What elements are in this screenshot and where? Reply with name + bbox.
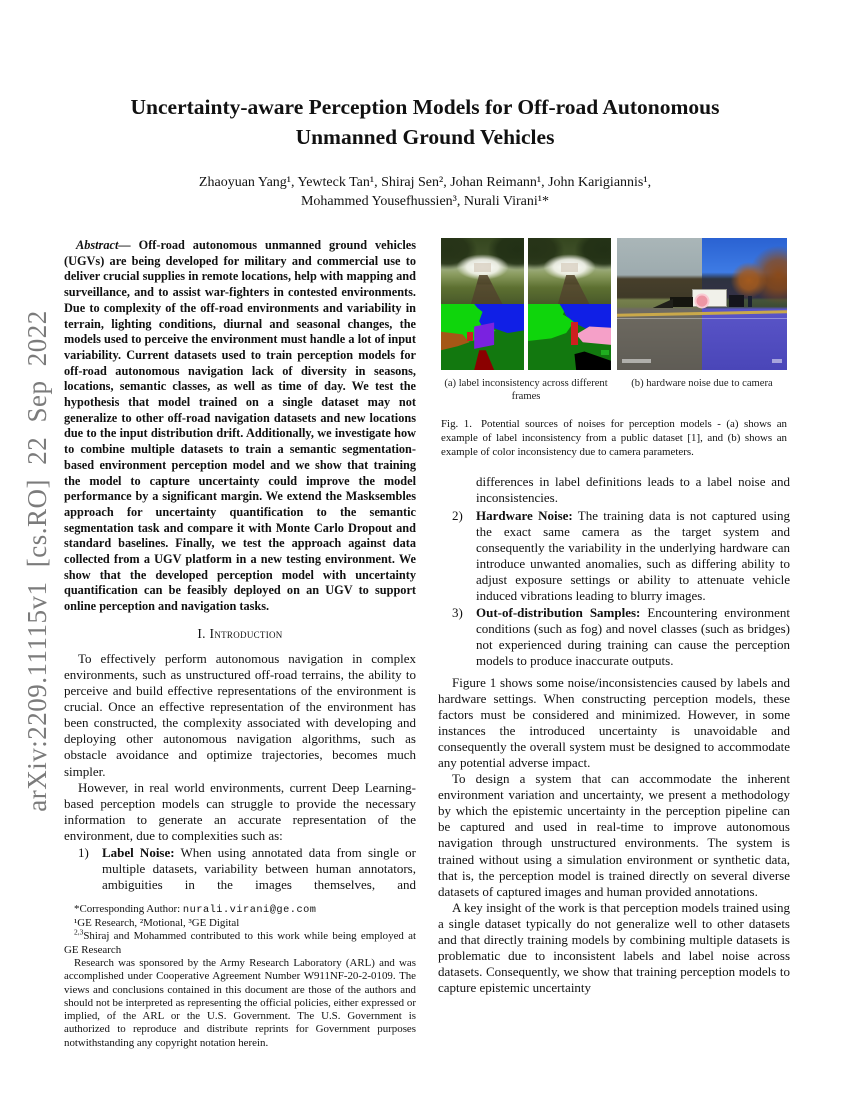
author-block [0, 173, 850, 211]
list-item-3-number: 3) [452, 605, 463, 621]
truck-silhouette [670, 297, 694, 306]
vehicle-silhouette [729, 295, 744, 307]
paper-title: Uncertainty-aware Perception Models for Off-road Autonomous Unmanned Ground Vehicles [130, 95, 720, 149]
list-item-1-lead: Label Noise: [102, 845, 175, 860]
list-item-3 [452, 605, 790, 669]
seg2-object-region [571, 322, 578, 344]
footnotes [64, 903, 416, 1050]
subfigure-a [441, 238, 611, 370]
footnote-contribution [64, 927, 416, 957]
footnote-funding: Research was sponsored by the Army Research Laboratory (ARL) and was accomplished under Cooperative Agreement Number W911NF-20-2-0109. The views and conclusions contained in this document are those of the authors and should not be interpreted as representing the official policies, either expressed or implied, of the ARL or the U.S. Government. The U.S. Government is authorized to reproduce and distribute reprints for Government purposes notwithstanding any copyright notation herein. [64, 956, 416, 1049]
section-heading-introduction: I. Introduction [197, 625, 283, 641]
intro-paragraph-1: To effectively perform autonomous navigation in complex environments, such as unstructured off-road terrains, the ability to perceive and build effective representations of the environment is crucial. Once an effective representation of the environment has been constructed, the complexity associated with developing and deploying other autonomous navigation algorithms, such as obstacle avoidance and optimize trajectories, becomes much simpler. [64, 650, 416, 779]
subcaption-b: (b) hardware noise due to camera [631, 378, 773, 389]
intro-paragraph-4: To design a system that can accommodate the inherent environment variation and uncertainty, we present a methodology by which the epistemic uncertainty in the perception pipeline can be captured and used in real-time to improve autonomous navigation through unstructured environments. The system is trained without using a simulation environment or synthetic data, that is, the perception model is trained directly on several diverse datasets of captured images and human provided annotations. [438, 771, 790, 899]
footnote-contribution-text: Shiraj and Mohammed contributed to this work while being employed at GE Research [64, 930, 416, 956]
segmentation-map-frame-1 [441, 304, 524, 370]
abstract [64, 238, 416, 615]
arxiv-watermark [22, 280, 53, 842]
road-edge-line [617, 318, 787, 319]
list-item-2-lead: Hardware Noise: [476, 507, 573, 523]
subfigure-b [617, 238, 787, 370]
author-line-1: Zhaoyuan Yang¹, Yewteck Tan¹, Shiraj Sen², Johan Reimann¹, John Karigiannis¹, [198, 175, 652, 190]
road-photo-split-tone [617, 238, 787, 370]
figure-1-images [441, 238, 787, 370]
trail-photo-frame-2 [528, 238, 611, 304]
list-item-1-continuation: differences in label definitions leads to a label noise and inconsistencies. [476, 474, 790, 506]
photo-watermark-right [772, 359, 782, 363]
corresponding-author-email: nurali.virani@ge.com [182, 903, 317, 916]
subcaption-a: (a) label inconsistency across different frames [444, 378, 608, 402]
list-item-1 [78, 845, 416, 893]
author-line-2: Mohammed Yousefhussien³, Nurali Virani¹* [300, 194, 549, 209]
list-item-2-text: The training data is not captured using the exact same camera as the target system and consequently the variability in the underlying hardware can introduce unwanted anomalies, such as differing ability to adjust exposure settings or ability to attenuate vehicle induced vibrations leading to blurry images. [476, 507, 790, 604]
photo-watermark-left [622, 359, 651, 363]
intro-paragraph-5: A key insight of the work is that perception models trained using a single dataset typically do not generalize well to other datasets and that directly training models by combining multiple datasets is problematic due to inconsistent labels and label noise across datasets. Consequently, we show that training perception models to capture epistemic uncertainty [438, 899, 790, 996]
footnote-contribution-sup: 2,3 [74, 927, 84, 937]
abstract-text: Off-road autonomous unmanned ground vehicles (UGVs) are being developed for military and commercial use to deliver crucial supplies in remote locations, help with mapping and surveillance, and to assist war-fighters in contested environments. Due to complexity of the off-road environments and variability in terrain, lighting conditions, diurnal and seasonal changes, the models used to perceive the environment must handle a lot of input variability. Current datasets used to train perception models for off-road autonomous navigation lack of diversity in seasons, locations, semantic classes, as well as time of day. We test the hypothesis that model trained on a single dataset may not generalize to other off-road navigation datasets and new locations due to the input distribution drift. Additionally, we investigate how to combine multiple datasets to train a semantic segmentation-based environment perception model and we show that training the model to capture uncertainty could improve the model performance by a significant margin. We extend the Masksembles approach for uncertainty quantification to the semantic segmentation task and compare it with Monte Carlo Dropout and standard baselines. Finally, we test the approach against data collected from a UGV platform in a new testing environment. We show that the developed perception model with uncertainty quantification can be feasibly deployed on an UGV to support online perception and navigation tasks. [64, 238, 416, 614]
list-item-2 [452, 507, 790, 605]
list-item-1-number: 1) [78, 845, 89, 860]
trail-photo-frame-1 [441, 238, 524, 304]
seg2-small-region [601, 350, 609, 355]
right-column [438, 238, 790, 1050]
footnote-affiliations: ¹GE Research, ²Motional, ³GE Digital [74, 917, 240, 930]
figure-1-caption [441, 418, 787, 459]
footnote-corresponding-author [64, 903, 416, 917]
list-item-1-text: When using annotated data from single or multiple datasets, variability between human annotators, ambiguities in the images themselves, and [102, 845, 416, 893]
figure-1-subcaptions [441, 377, 787, 403]
intro-paragraph-3: Figure 1 shows some noise/inconsistencies caused by labels and hardware settings. When constructing perception models, these factors must be considered and minimized. However, in some instances the introduced uncertainty is unavoidable and consequently the overall system must be designed to accommodate any potential adverse impact. [438, 674, 790, 770]
abstract-label: Abstract— [76, 238, 131, 252]
list-item-3-lead: Out-of-distribution Samples: [476, 605, 641, 621]
intro-paragraph-2: However, in real world environments, current Deep Learning-based perception models can struggle to provide the necessary information to generate an accurate representation of the environment, due to complexities such as: [64, 779, 416, 843]
list-item-3-text: Encountering environment conditions (such as fog) and novel classes (such as bridges) not experienced during training can cause the perception models to produce inaccurate outputs. [476, 605, 790, 669]
person-silhouette [748, 296, 752, 307]
left-column [64, 238, 416, 1050]
footnote-author-label: *Corresponding Author: [74, 902, 183, 915]
list-item-2-number: 2) [452, 507, 463, 523]
segmentation-map-frame-2 [528, 304, 611, 370]
two-column-body [64, 238, 790, 1050]
figure-1 [441, 238, 787, 474]
figure-1-caption-label: Fig. 1. [441, 418, 472, 430]
arxiv-watermark-text: arXiv:2209.11115v1 [cs.RO] 22 Sep 2022 [22, 310, 52, 812]
subfigure-a-grid [441, 238, 611, 370]
figure-1-caption-text: Potential sources of noises for perception models - (a) shows an example of label inconsistency from a public dataset [1], and (b) shows an example of color inconsistency due to camera parameters. [441, 418, 787, 458]
seg1-object-region [467, 332, 474, 341]
highlight-circle [695, 293, 710, 308]
